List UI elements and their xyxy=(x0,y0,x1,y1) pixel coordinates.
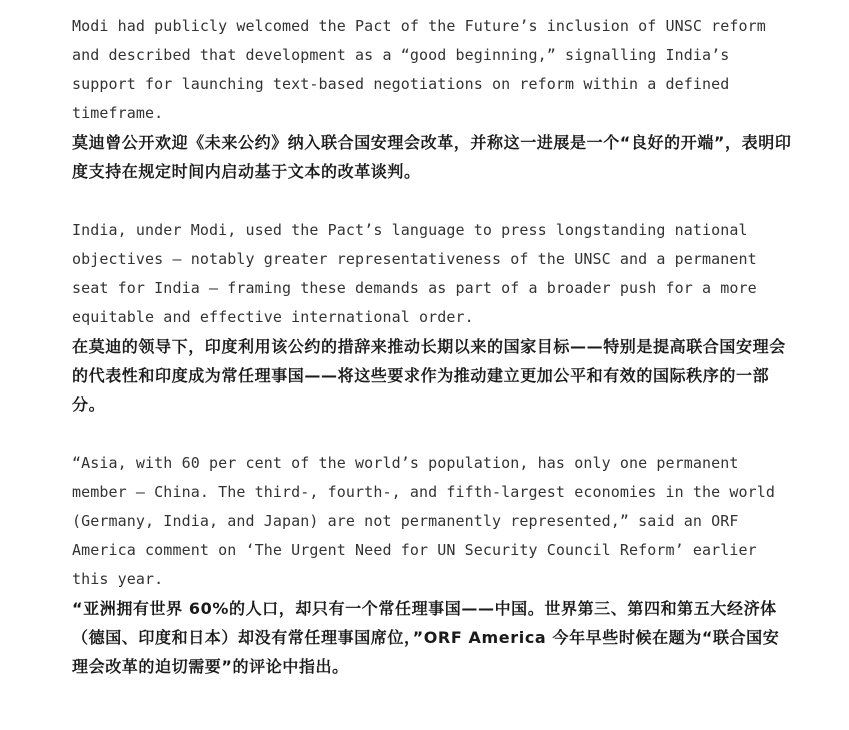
paragraph-1 xyxy=(72,12,792,186)
paragraph-2 xyxy=(72,216,792,419)
paragraph-1-english: Modi had publicly welcomed the Pact of the Future’s inclusion of UNSC reform and described that development as a “good beginning,” signalling India’s support for launching text-based negotiations on reform within a defined timeframe. xyxy=(72,17,766,122)
paragraph-1-chinese: 莫迪曾公开欢迎《未来公约》纳入联合国安理会改革，并称这一进展是一个“良好的开端”，表明印度支持在规定时间内启动基于文本的改革谈判。 xyxy=(72,133,792,181)
article-body xyxy=(72,12,792,681)
paragraph-3-english: “Asia, with 60 per cent of the world’s population, has only one permanent member — China. The third-, fourth-, and fifth-largest economies in the world (Germany, India, and Japan) are not permanently represented,” said an ORF America comment on ‘The Urgent Need for UN Security Council Reform’ earlier this year. xyxy=(72,454,776,588)
paragraph-2-chinese: 在莫迪的领导下，印度利用该公约的措辞来推动长期以来的国家目标——特别是提高联合国安理会的代表性和印度成为常任理事国——将这些要求作为推动建立更加公平和有效的国际秩序的一部分。 xyxy=(72,337,786,414)
paragraph-3-chinese: “亚洲拥有世界 60%的人口，却只有一个常任理事国——中国。世界第三、第四和第五大经济体（德国、印度和日本）却没有常任理事国席位，”ORF America 今年早些时候在题为“联合国安理会改革的迫切需要”的评论中指出。 xyxy=(72,599,780,676)
paragraph-3 xyxy=(72,449,792,681)
paragraph-2-english: India, under Modi, used the Pact’s language to press longstanding national objectives — notably greater representativeness of the UNSC and a permanent seat for India — framing these demands as part of a broader push for a more equitable and effective international order. xyxy=(72,221,757,326)
